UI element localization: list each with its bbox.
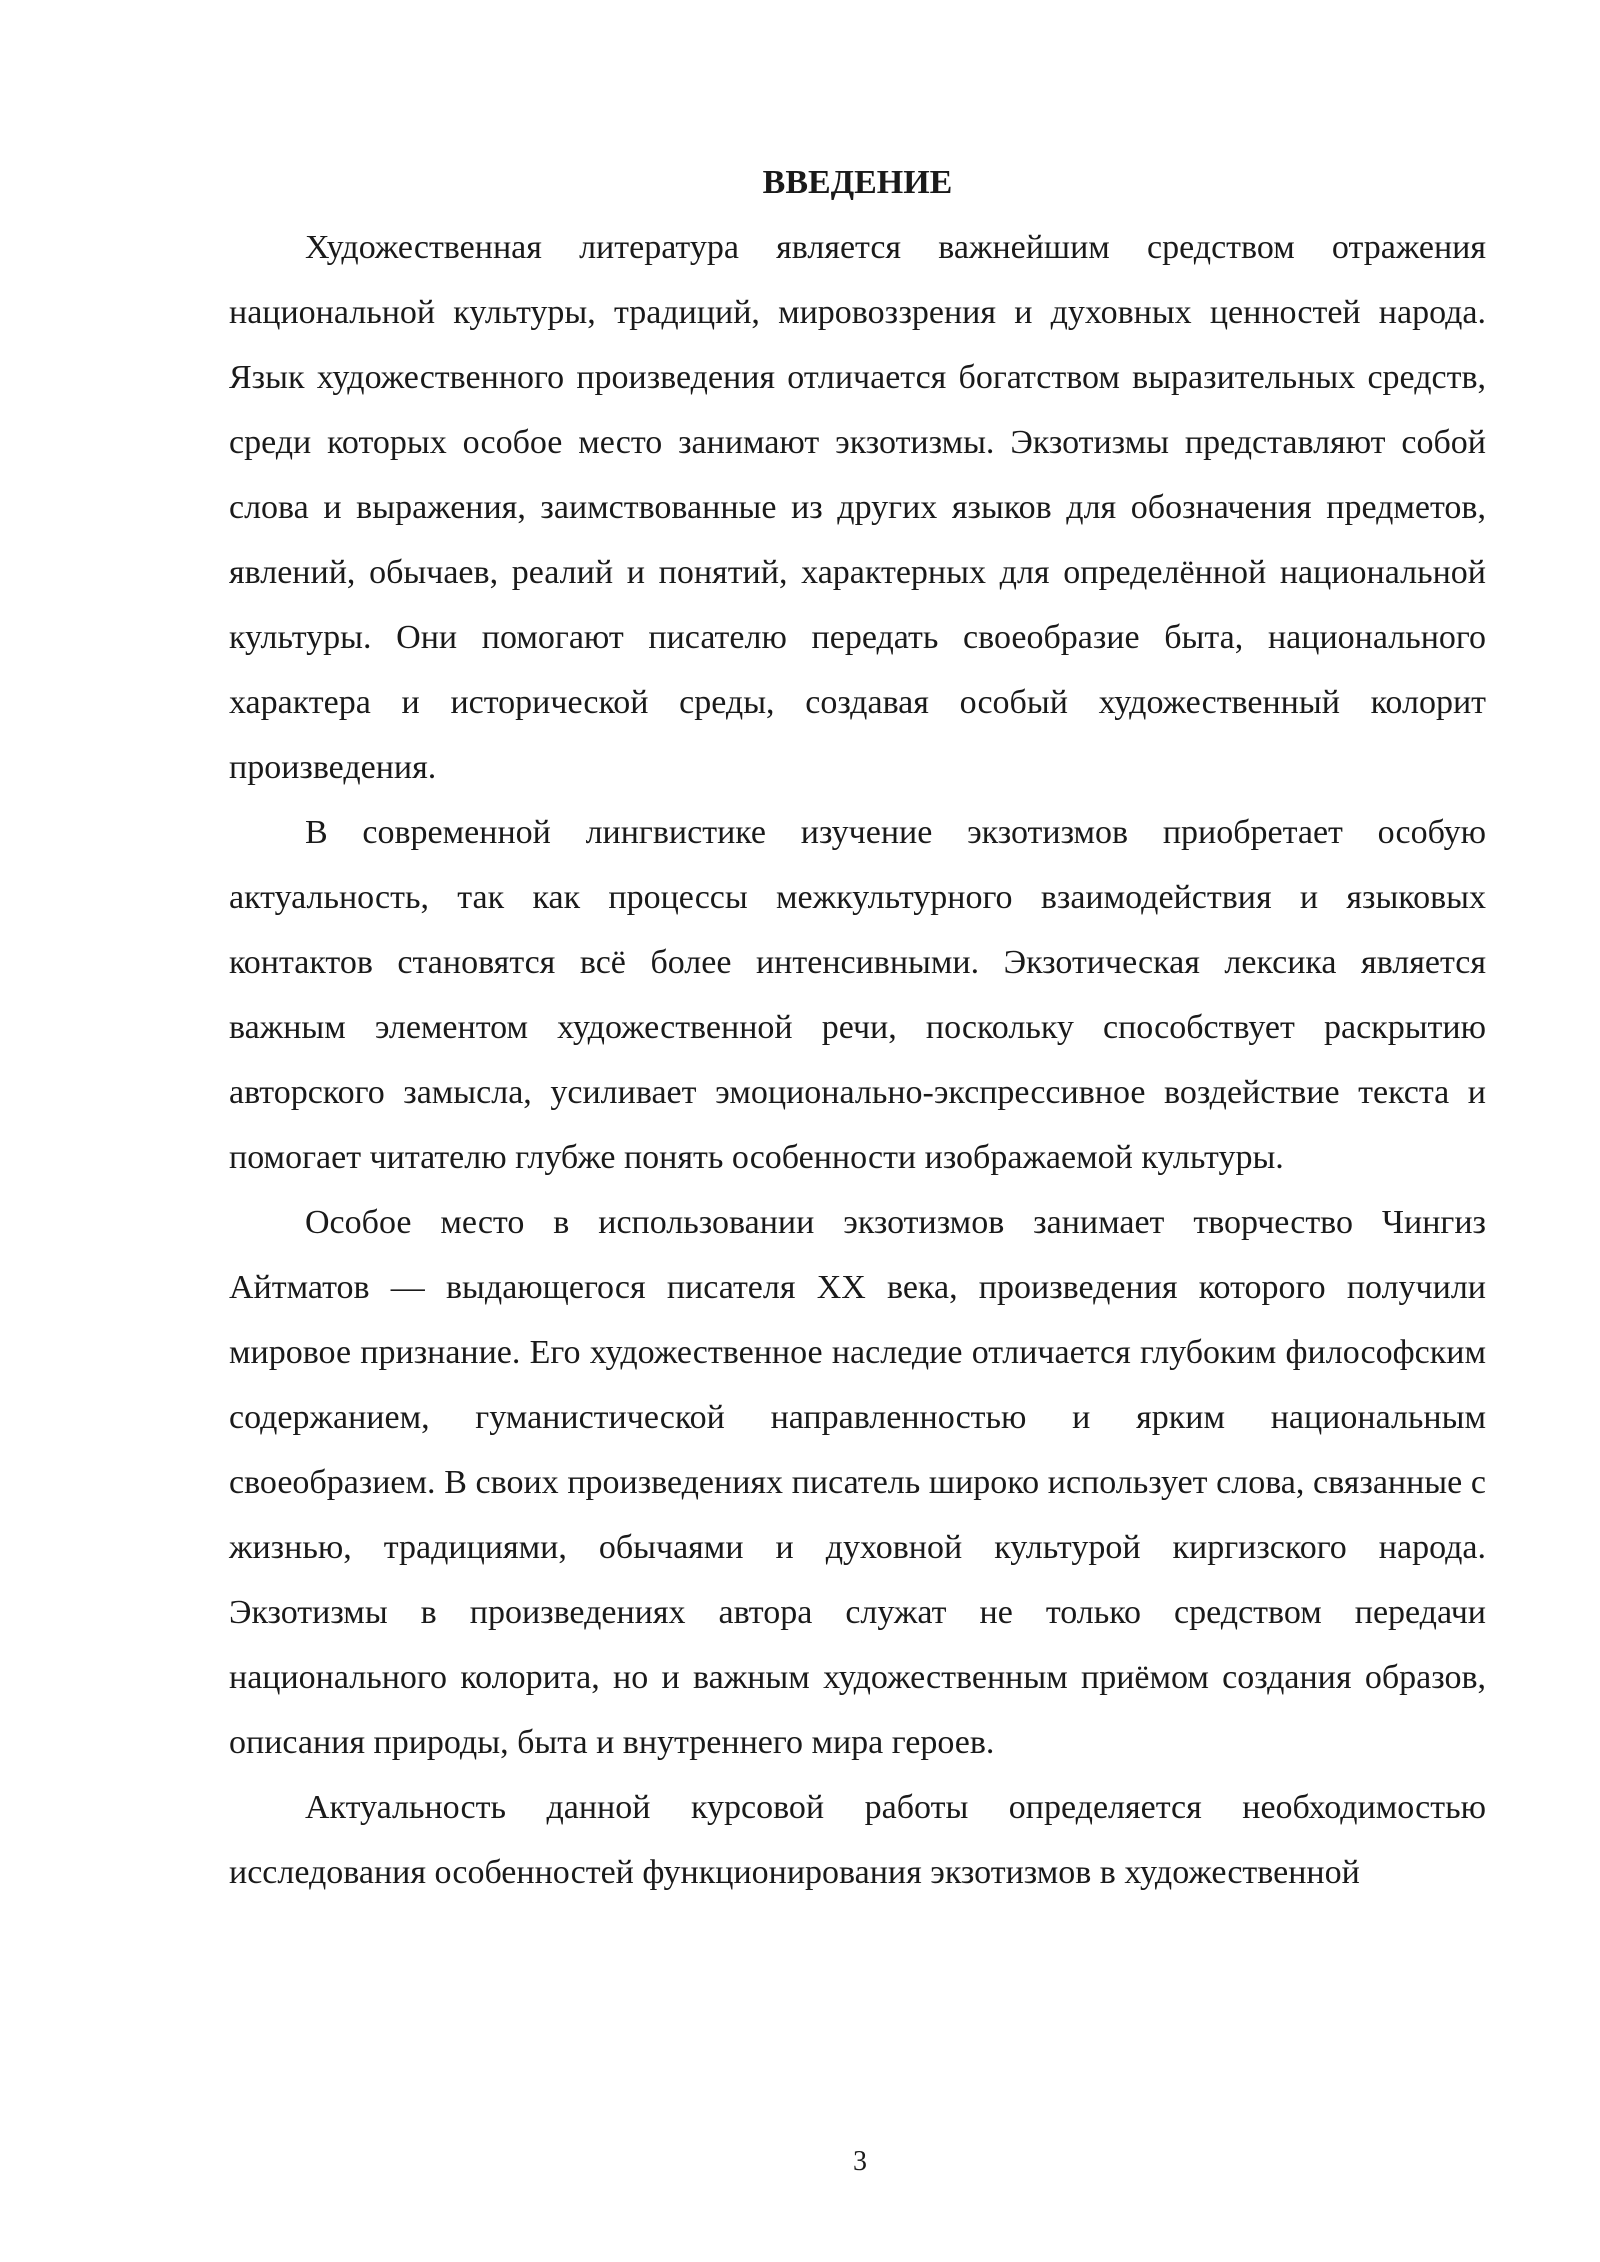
paragraph-3: Особое место в использовании экзотизмов занимает творчество Чингиз Айтматов — выдающегося писателя XX века, произведения которого получили мировое признание. Его художественное наследие отличается глубоким философским содержанием, гуманистической направленностью и ярким национальным своеобразием. В своих произведениях писатель широко использует слова, связанные с жизнью, традициями, обычаями и духовной культурой киргизского народа. Экзотизмы в произведениях автора служат не только средством передачи национального колорита, но и важным художественным приёмом создания образов, описания природы, быта и внутреннего мира героев.: [229, 1204, 1486, 1761]
paragraph-2: В современной лингвистике изучение экзотизмов приобретает особую актуальность, так как процессы межкультурного взаимодействия и языковых контактов становятся всё более интенсивными. Экзотическая лексика является важным элементом художественной речи, поскольку способствует раскрытию авторского замысла, усиливает эмоционально-экспрессивное воздействие текста и помогает читателю глубже понять особенности изображаемой культуры.: [229, 814, 1486, 1176]
paragraph-1: Художественная литература является важнейшим средством отражения национальной культуры, традиций, мировоззрения и духовных ценностей народа. Язык художественного произведения отличается богатством выразительных средств, среди которых особое место занимают экзотизмы. Экзотизмы представляют собой слова и выражения, заимствованные из других языков для обозначения предметов, явлений, обычаев, реалий и понятий, характерных для определённой национальной культуры. Они помогают писателю передать своеобразие быта, национального характера и исторической среды, создавая особый художественный колорит произведения.: [229, 229, 1486, 786]
page-heading: ВВЕДЕНИЕ: [762, 164, 953, 201]
paragraph-4: Актуальность данной курсовой работы определяется необходимостью исследования особенностей функционирования экзотизмов в художественной: [229, 1789, 1486, 1891]
page-content: [229, 150, 1486, 1905]
page-number: 3: [853, 2146, 867, 2177]
